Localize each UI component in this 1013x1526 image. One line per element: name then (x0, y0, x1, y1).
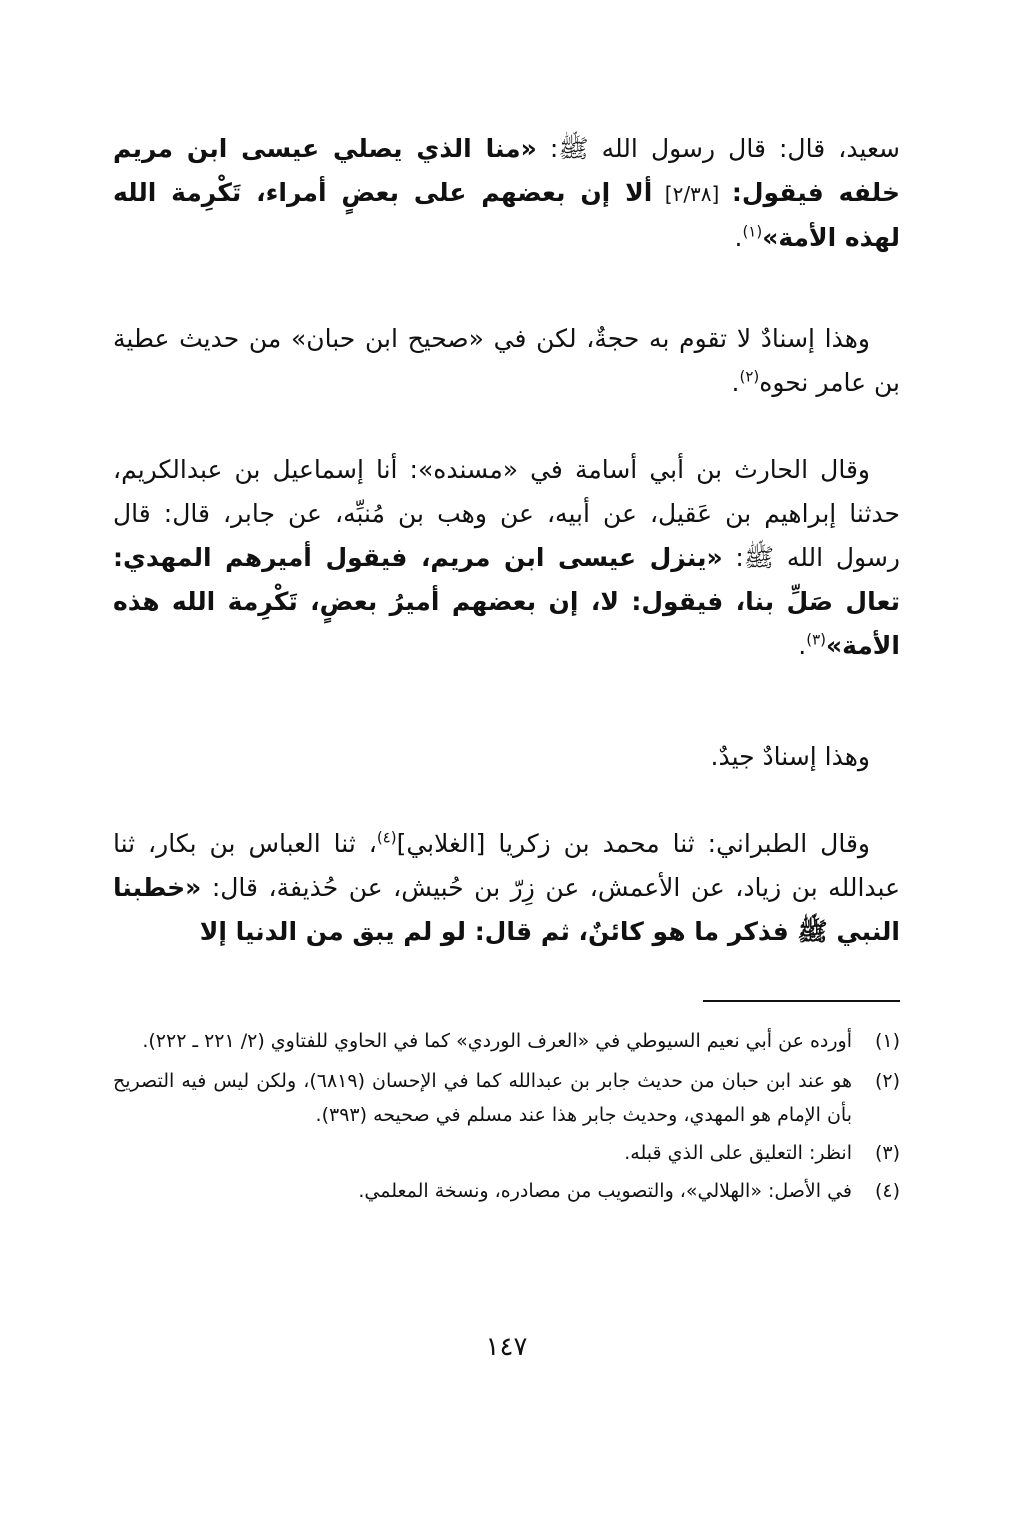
footnote-number: (٤) (874, 1180, 900, 1202)
footnote-number: (١) (874, 1030, 900, 1052)
text-span: . (734, 223, 743, 252)
text-span: . (731, 368, 740, 397)
footnote-text: في الأصل: «الهلالي»، والتصويب من مصادره، ونسخة المعلمي. (358, 1180, 852, 1202)
footnote-marker[interactable]: (٤) (376, 828, 397, 847)
body-paragraph-4 (113, 735, 900, 779)
footnote-marker[interactable]: (٣) (806, 630, 827, 649)
footnote-text: أورده عن أبي نعيم السيوطي في «العرف الوردي» كما في الحاوي للفتاوي (٢/ ٢٢١ ـ ٢٢٢). (142, 1030, 852, 1052)
text-span: وقال الحارث بن أبي أسامة في «مسنده»: أنا إسماعيل بن عبدالكريم، حدثنا إبراهيم بن عَقيل، عن أبيه، عن وهب بن مُنبِّه، عن جابر، قال: قال رسول الله ﷺ: (113, 455, 900, 572)
footnotes (113, 1024, 900, 1208)
hadith-text: «ينزل عيسى ابن مريم، فيقول أميرهم المهدي: تعال صَلِّ بنا، فيقول: لا، إن بعضهم أميرُ بعضٍ، تَكْرِمة الله هذه الأمة» (113, 543, 900, 660)
footnote-marker[interactable]: (٢) (739, 367, 760, 386)
text-span: وهذا إسنادٌ جيدٌ. (710, 742, 870, 771)
hadith-text: «خطبنا النبي ﷺ فذكر ما هو كائنٌ، ثم قال: لو لم يبق من الدنيا إلا (113, 873, 900, 946)
body-paragraph-3 (113, 448, 900, 668)
hadith-text: «منا الذي يصلي عيسى ابن مريم خلفه فيقول: (113, 134, 900, 207)
body-paragraph-5 (113, 822, 900, 954)
footnote-marker[interactable]: (١) (742, 222, 763, 241)
text-span: . (798, 631, 807, 660)
body-paragraph-2 (113, 317, 900, 405)
footnote-2 (113, 1064, 900, 1132)
page-number: ١٤٧ (485, 1332, 528, 1362)
footnote-1 (113, 1024, 900, 1058)
footnote-number: (٢) (874, 1070, 900, 1092)
text-span: وهذا إسنادٌ لا تقوم به حجةٌ، لكن في «صحيح ابن حبان» من حديث عطية بن عامر نحوه (113, 324, 900, 397)
text-span: ، ثنا العباس بن بكار، ثنا عبدالله بن زياد، عن الأعمش، عن زِرّ بن حُبيش، عن حُذيفة، قال: (113, 829, 900, 902)
body-paragraph-1 (113, 127, 900, 260)
footnote-text: هو عند ابن حبان من حديث جابر بن عبدالله كما في الإحسان (٦٨١٩)، ولكن ليس فيه التصريح بأن الإمام هو المهدي، وحديث جابر هذا عند مسلم في صحيحه (٣٩٣). (113, 1070, 852, 1126)
footnote-number: (٣) (874, 1142, 900, 1164)
footnote-4 (113, 1174, 900, 1208)
footnote-separator (703, 1000, 900, 1002)
footnote-3 (113, 1136, 900, 1170)
volume-page-reference: [٢/٣٨] (652, 182, 732, 206)
text-span: سعيد، قال: قال رسول الله ﷺ: (536, 134, 900, 163)
text-span: وقال الطبراني: ثنا محمد بن زكريا [الغلابي] (396, 829, 870, 858)
hadith-text: ألا إن بعضهم على بعضٍ أمراء، تَكْرِمة الله لهذه الأمة» (113, 178, 900, 252)
footnote-text: انظر: التعليق على الذي قبله. (624, 1142, 852, 1164)
